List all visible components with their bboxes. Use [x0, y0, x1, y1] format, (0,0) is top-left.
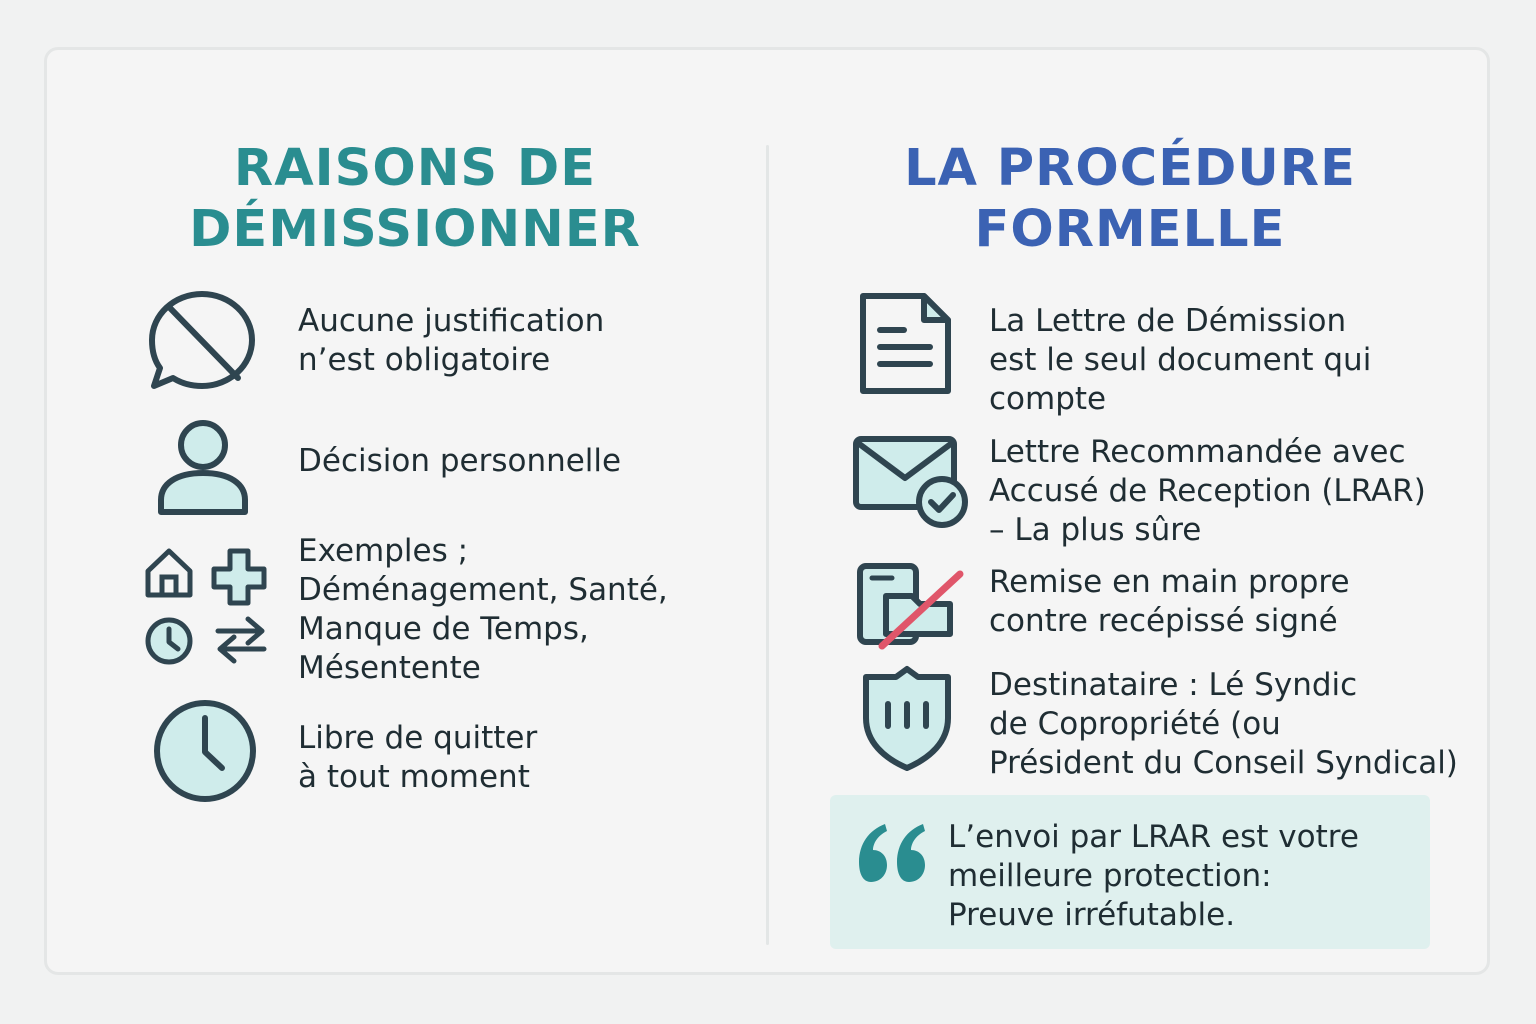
swap-arrows-icon — [218, 619, 264, 661]
quote-text — [948, 818, 1359, 935]
left-item-3-line-2: Déménagement, Santé, — [298, 572, 668, 608]
right-item-2-line-1: Lettre Recommandée avec — [989, 434, 1406, 470]
left-item-1-line-1: Aucune justification — [298, 303, 605, 339]
left-item-4-text — [298, 719, 537, 797]
right-item-1-line-2: est le seul document qui — [989, 342, 1372, 378]
right-item-2-line-3: – La plus sûre — [989, 512, 1202, 548]
right-item-4-line-3: Président du Conseil Syndical) — [989, 745, 1458, 781]
no-speech-icon — [146, 290, 258, 394]
person-icon — [156, 420, 250, 516]
left-item-2-text — [298, 442, 621, 481]
right-item-4-line-1: Destinataire : Lé Syndic — [989, 667, 1358, 703]
quote-line-2: meilleure protection: — [948, 858, 1272, 894]
small-clock-icon — [148, 620, 190, 662]
left-title-line-1: RAISONS DE — [233, 139, 597, 198]
right-item-1-line-1: La Lettre de Démission — [989, 303, 1347, 339]
left-item-2-line-1: Décision personnelle — [298, 443, 622, 479]
right-item-2-text — [989, 433, 1426, 550]
left-column-title — [150, 138, 680, 260]
left-item-1-text — [298, 302, 604, 380]
left-item-3-line-1: Exemples ; — [298, 533, 469, 569]
right-item-1-text — [989, 302, 1371, 419]
quote-icon — [855, 822, 931, 888]
left-item-4-line-2: à tout moment — [298, 759, 530, 795]
envelope-check-icon — [852, 434, 972, 530]
left-item-1-line-2: n’est obligatoire — [298, 342, 551, 378]
right-item-1-line-3: compte — [989, 381, 1107, 417]
right-item-3-line-1: Remise en main propre — [989, 564, 1350, 600]
right-item-3-line-2: contre recépissé signé — [989, 603, 1338, 639]
shield-icon — [860, 664, 954, 772]
examples-icons — [142, 545, 272, 669]
right-item-4-line-2: de Copropriété (ou — [989, 706, 1281, 742]
left-item-3-line-3: Manque de Temps, — [298, 611, 589, 647]
right-column-title — [860, 138, 1400, 260]
clock-icon — [152, 698, 258, 804]
house-icon — [148, 551, 190, 595]
right-title-line-1: LA PROCÉDURE — [904, 139, 1356, 198]
left-title-line-2: DÉMISSIONNER — [189, 200, 641, 259]
right-item-3-text — [989, 563, 1350, 641]
column-divider — [766, 145, 769, 945]
left-item-3-text — [298, 532, 668, 688]
hand-delivery-icon — [856, 562, 966, 654]
right-item-2-line-2: Accusé de Reception (LRAR) — [989, 473, 1426, 509]
left-item-4-line-1: Libre de quitter — [298, 720, 538, 756]
right-item-4-text — [989, 666, 1458, 783]
right-title-line-2: FORMELLE — [974, 200, 1286, 259]
left-item-3-line-4: Mésentente — [298, 650, 481, 686]
quote-line-1: L’envoi par LRAR est votre — [948, 819, 1359, 855]
document-icon — [858, 292, 954, 396]
quote-line-3: Preuve irréfutable. — [948, 897, 1236, 933]
medical-cross-icon — [214, 551, 264, 603]
